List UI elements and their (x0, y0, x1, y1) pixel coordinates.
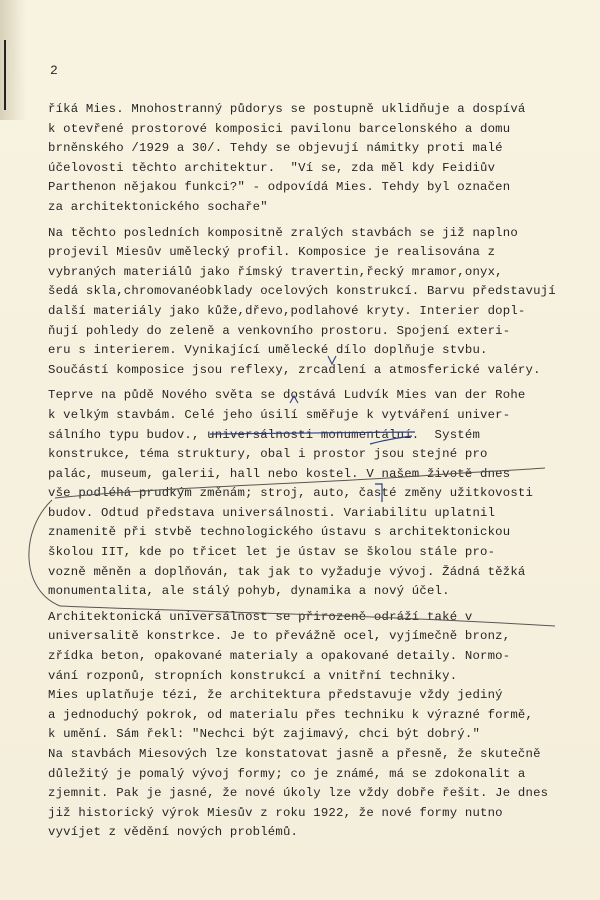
text-line: Na stavbách Miesových lze konstatovat jasně a přesně, že skutečně (48, 747, 541, 761)
paragraph (48, 386, 593, 602)
text-line: universalitě konstrkce. Je to převážně ocel, vyjímečně bronz, (48, 629, 511, 644)
paragraph (48, 224, 593, 381)
text-line: zjemnit. Pak je jasné, že nové úkoly lze vždy dobře řešit. Je dnes (48, 786, 549, 801)
text-line: projevil Miesův umělecký profil. Komposice je realisována z (48, 245, 496, 260)
text-line: k otevřené prostorové komposici pavilonu barcelonského a domu (48, 121, 511, 136)
text-line: vyvíjet z vědění nových problémů. (48, 825, 299, 840)
text-line: Součástí komposice jsou reflexy, zrcadlení a atmosferické valéry. (48, 362, 541, 377)
text-line: šedá skla,chromovanéobklady ocelových konstrukcí. Barvu představují (48, 284, 556, 299)
text-line: a jednoduchý pokrok, od materialu přes techniku k výrazné formě, (48, 707, 534, 722)
page-edge-mark (4, 40, 6, 110)
document-body (48, 100, 593, 849)
text-line: ňují pohledy do zeleně a venkovního prostoru. Spojení exteri- (48, 323, 511, 338)
text-line: k velkým stavbám. Celé jeho úsilí směřuje k vytváření univer- (48, 407, 511, 422)
text-line: říká Mies. Mnohostranný půdorys se postupně uklidňuje a dospívá (48, 102, 526, 116)
paragraph (48, 100, 593, 218)
text-line: k umění. Sám řekl: "Nechci být zajimavý, chci být dobrý." (48, 727, 481, 742)
text-line: Teprve na půdě Nového světa se dostává Ludvík Mies van der Rohe (48, 388, 526, 403)
text-line: znamenitě při stvbě technologického ústavu s architektonickou (48, 525, 511, 540)
text-line: konstrukce, téma struktury, obal i prostor jsou stejné pro (48, 447, 488, 462)
text-line: další materiály jako kůže,dřevo,podlahové kryty. Interier dopl- (48, 303, 526, 318)
text-line: sálního typu budov., universálnosti monumentální. Systém (48, 427, 481, 442)
paragraph (48, 608, 593, 843)
text-line: Architektonická universálnost se přirozeně odráží také v (48, 609, 473, 624)
text-line: Parthenon nějakou funkci?" - odpovídá Mies. Tehdy byl označen (48, 180, 511, 195)
text-line: již historický výrok Miesův z roku 1922, že nové formy nutno (48, 805, 503, 820)
text-line: zřídka beton, opakované materialy a opakované detaily. Normo- (48, 649, 511, 664)
text-line: za architektonického sochaře" (48, 199, 268, 214)
text-line: vybraných materiálů jako římský travertin,řecký mramor,onyx, (48, 264, 503, 279)
text-line: Mies uplatňuje tézi, že architektura představuje vždy jediný (48, 688, 503, 703)
text-line: vše podléhá prudkým změnám; stroj, auto, časté změny užitkovosti (48, 486, 534, 501)
text-line: palác, museum, galerii, hall nebo kostel. V našem životě dnes (48, 466, 511, 481)
text-line: vání rozponů, stropních konstrukcí a vnitřní techniky. (48, 668, 458, 683)
text-line: vozně měněn a doplňován, tak jak to vyžaduje vývoj. Žádná těžká (48, 564, 526, 579)
text-line: školou IIT, kde po třicet let je ústav se školou stále pro- (48, 545, 496, 560)
text-line: důležitý je pomalý vývoj formy; co je známé, má se zdokonalit a (48, 766, 526, 781)
text-line: brněnského /1929 a 30/. Tehdy se objevují námitky proti malé (48, 141, 503, 156)
text-line: eru s interierem. Vynikající umělecké dílo doplňuje stvbu. (48, 343, 488, 358)
page-number: 2 (50, 63, 58, 78)
text-line: monumentalita, ale stálý pohyb, dynamika a nový účel. (48, 584, 450, 599)
text-line: Na těchto posledních kompositně zralých stavbách se již naplno (48, 225, 518, 240)
text-line: účelovosti těchto architektur. "Ví se, zda měl kdy Feidiův (48, 160, 496, 175)
text-line: budov. Odtud představa universálnosti. Variabilitu uplatnil (48, 505, 496, 520)
